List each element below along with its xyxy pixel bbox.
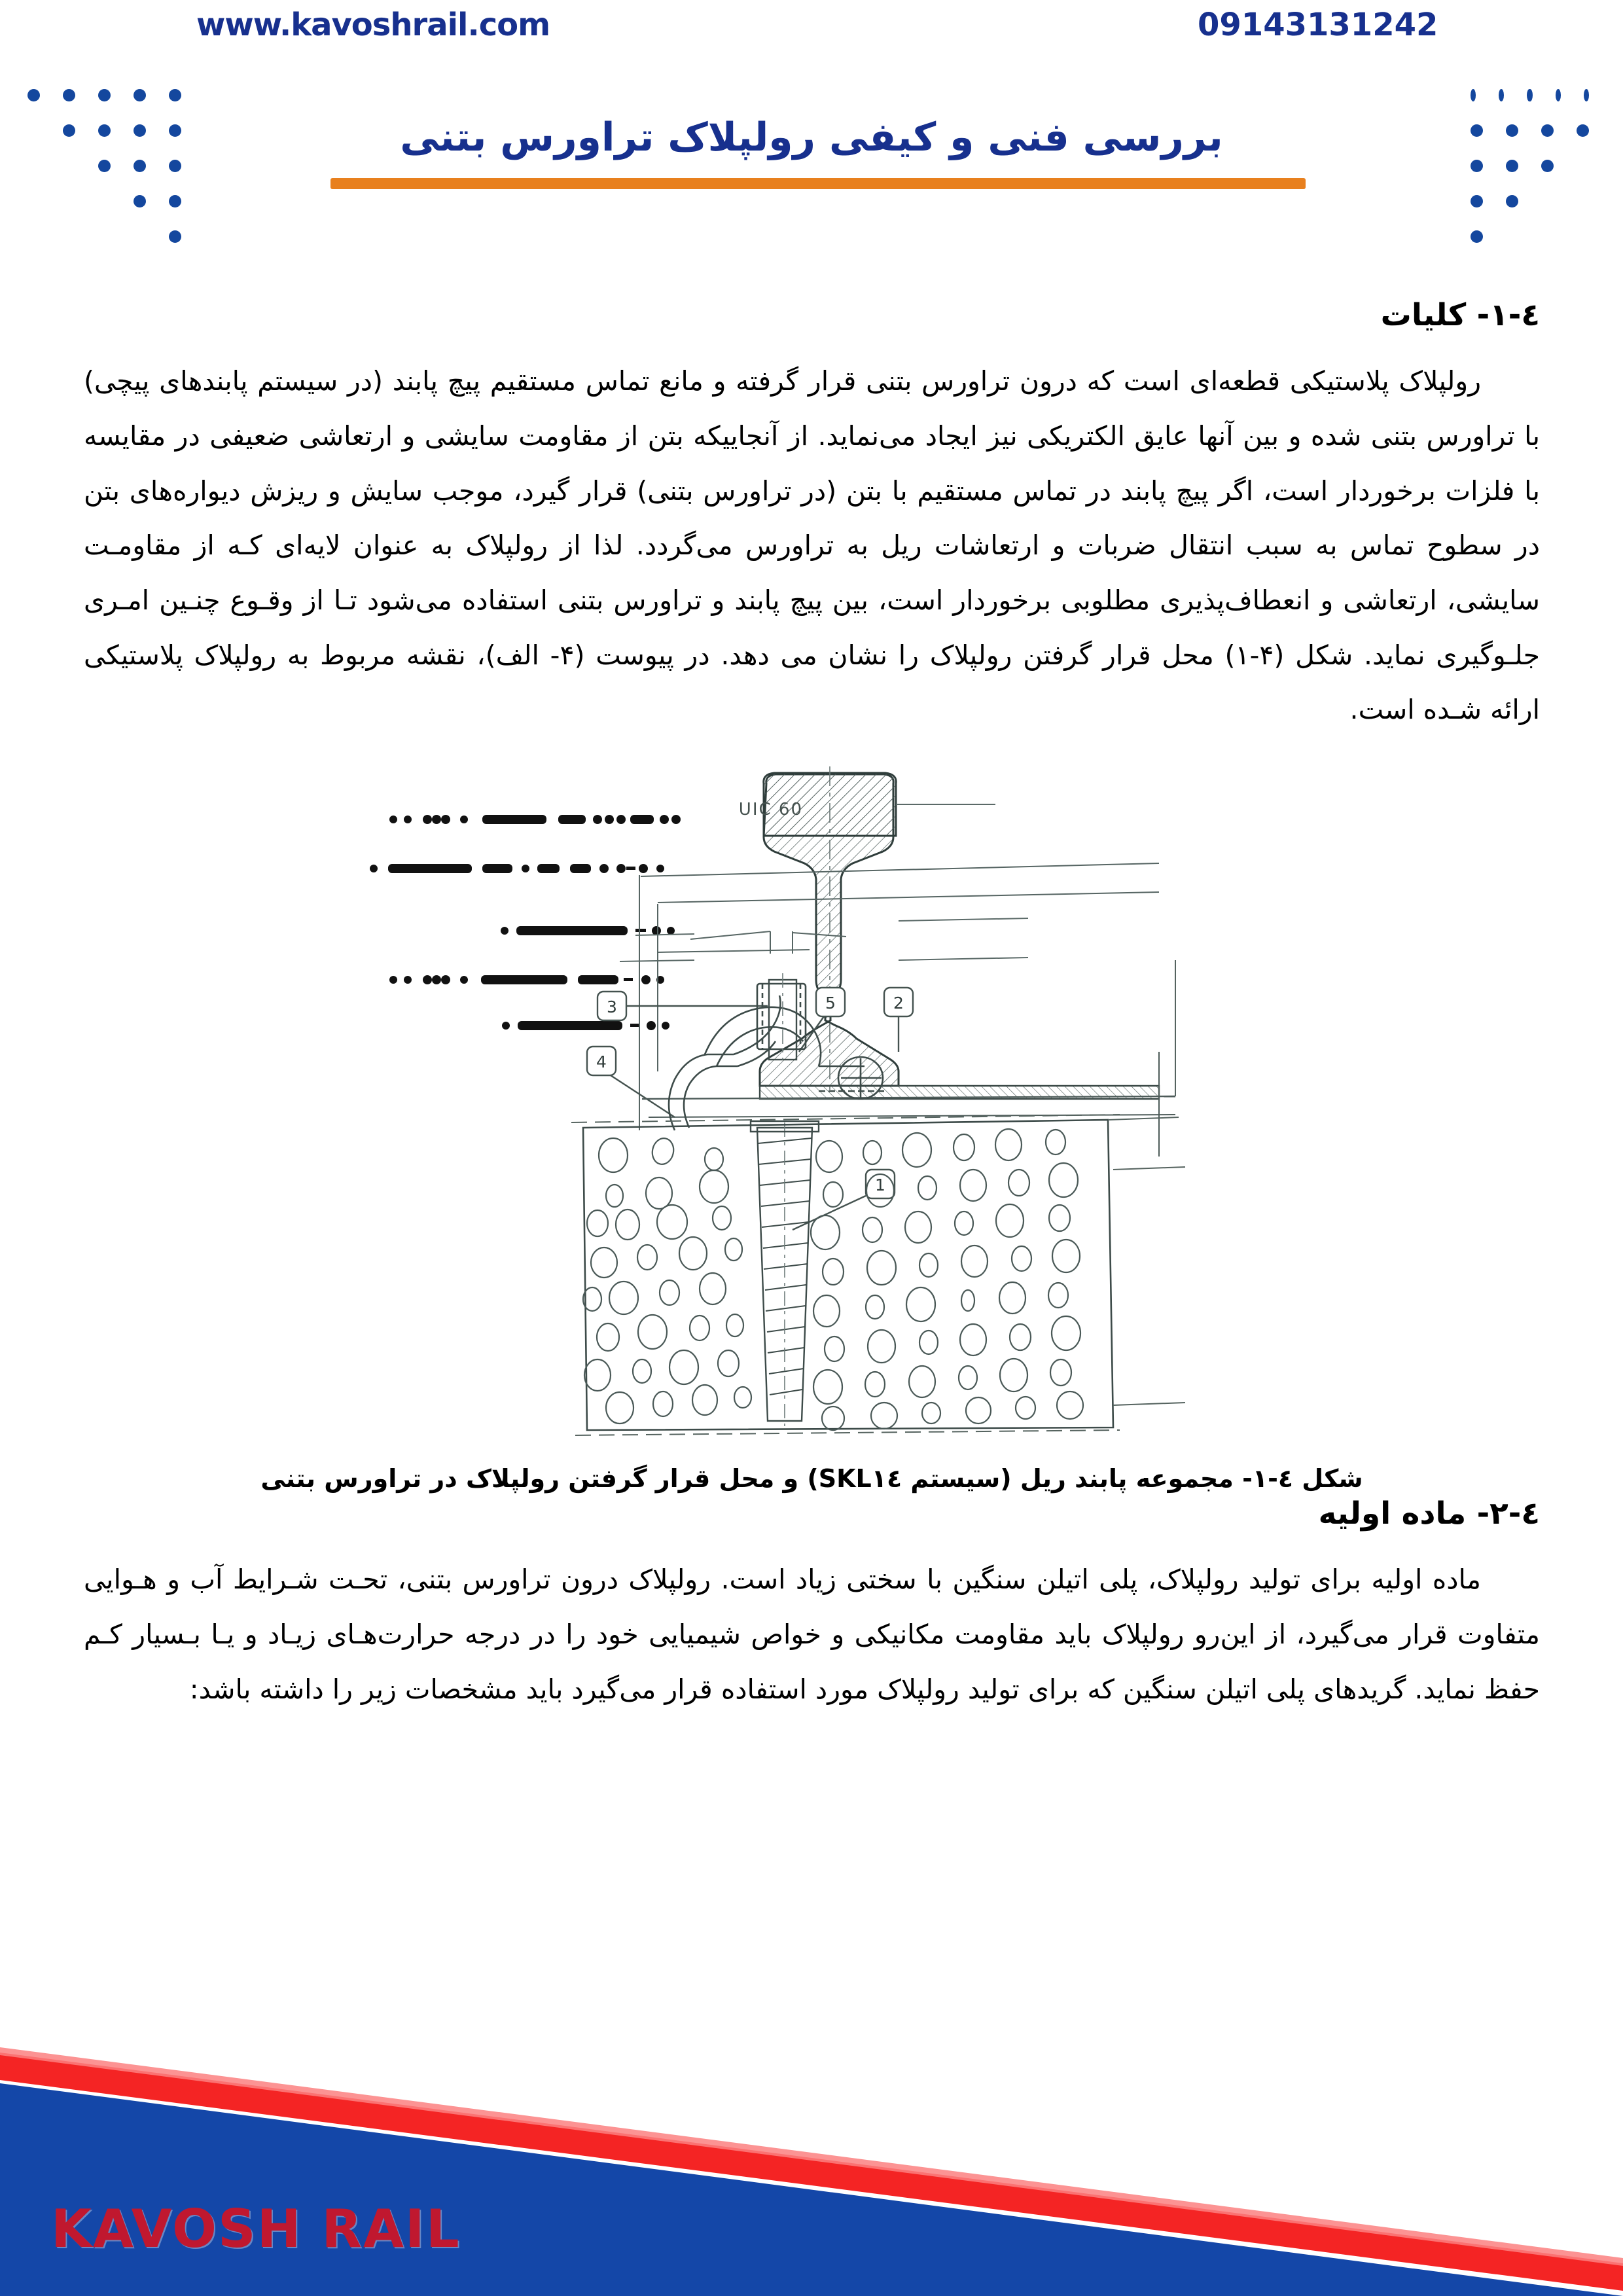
dot bbox=[169, 195, 181, 207]
dot bbox=[1584, 89, 1589, 101]
dot-row bbox=[1448, 183, 1589, 219]
figure-block bbox=[84, 764, 1540, 1493]
site-url-text: www.kavoshrail.com bbox=[196, 7, 550, 43]
svg-text:1: 1 bbox=[874, 1175, 885, 1194]
svg-text:4: 4 bbox=[596, 1052, 607, 1071]
dot bbox=[1471, 230, 1483, 243]
dot bbox=[98, 160, 111, 172]
dot bbox=[1506, 160, 1518, 172]
header-dots-right bbox=[1448, 77, 1589, 254]
document-title: بررسی فنی و کیفی رولپلاک تراورس بتنی bbox=[400, 115, 1223, 160]
svg-text:3: 3 bbox=[606, 997, 617, 1016]
dot bbox=[1471, 160, 1483, 172]
figure-caption: شکل ٤-١- مجموعه پابند ریل (سیستم SKL١٤) و محل قرار گرفتن رولپلاک در تراورس بتنی bbox=[260, 1463, 1363, 1493]
dot bbox=[134, 89, 146, 101]
dot-row bbox=[27, 77, 204, 113]
dot bbox=[134, 160, 146, 172]
page-footer bbox=[0, 2047, 1623, 2296]
dot-row bbox=[27, 183, 204, 219]
section-paragraph-1: رولپلاک پلاستیکی قطعه‌ای است که درون تراورس بتنی قرار گرفته و مانع تماس مستقیم پیچ پابند (در سیستم پابندهای پیچی) با تراورس بتنی شده و بین آنها عایق الکتریکی نیز ایجاد می‌نماید. از آنجاییکه بتن از مقاومت سایشی و ارتعاشی ضعیفی در مقایسه با فلزات برخوردار است، اگر پیچ پابند در تماس مستقیم با بتن (در تراورس بتنی) قرار گیرد، موجب سایش و ریزش دیواره‌های بتن در سطوح تماس به سبب انتقال ضربات و ارتعاشات ریل به تراورس می‌گردد. لذا از رولپلاک به عنوان لایه‌ای کـه از مقاومـت سایشی، ارتعاشی و انعطاف‌پذیری مطلوبی برخوردار است، بین پیچ پابند و تراورس بتنی استفاده می‌شود تـا از وقـوع چنـین امـری جلـوگیری نماید. شکل (۴-۱) محل قرار گرفتن رولپلاک را نشان می دهد. در پیوست (۴- الف)، نقشه مربوط به رولپلاک پلاستیکی ارائه شـده است. bbox=[84, 365, 1540, 726]
rail-foot-baseplate bbox=[642, 1052, 1175, 1157]
diagram-legend-illegible bbox=[370, 815, 681, 1030]
dot bbox=[1527, 89, 1532, 101]
dot bbox=[1499, 89, 1504, 101]
section-heading-1: ٤-١- کلیات bbox=[1380, 297, 1540, 333]
dot-row bbox=[1448, 77, 1589, 113]
dot bbox=[1471, 195, 1483, 207]
footer-brand-text: KAVOSH RAIL bbox=[51, 2198, 461, 2259]
dot-row bbox=[27, 219, 204, 254]
phone-number-text: 09143131242 bbox=[1198, 7, 1438, 43]
section-heading-2: ٤-٢- ماده اولیه bbox=[1318, 1495, 1540, 1532]
rail-type-label: UIC 60 bbox=[738, 799, 803, 819]
concrete-sleeper-body bbox=[571, 1115, 1120, 1435]
callout-2 bbox=[884, 988, 913, 1052]
dot bbox=[169, 160, 181, 172]
dot-row bbox=[1448, 219, 1589, 254]
dot bbox=[1506, 195, 1518, 207]
title-underline-rule bbox=[330, 178, 1306, 189]
header-dots-left bbox=[27, 77, 204, 254]
dot bbox=[63, 89, 75, 101]
svg-text:2: 2 bbox=[893, 993, 904, 1013]
callout-3 bbox=[597, 992, 768, 1020]
rail-fastening-diagram bbox=[367, 764, 1257, 1458]
document-body bbox=[84, 295, 1540, 1717]
dot bbox=[98, 89, 111, 101]
dot bbox=[169, 230, 181, 243]
dot bbox=[134, 195, 146, 207]
page-header bbox=[0, 0, 1623, 275]
dot bbox=[1556, 89, 1561, 101]
dot bbox=[169, 89, 181, 101]
callout-4 bbox=[587, 1047, 675, 1117]
dot bbox=[1541, 160, 1554, 172]
svg-text:5: 5 bbox=[825, 993, 836, 1013]
footer-blue-band bbox=[0, 2083, 1623, 2296]
dot bbox=[1471, 89, 1476, 101]
section-paragraph-2: ماده اولیه برای تولید رولپلاک، پلی اتیلن سنگین با سختی زیاد است. رولپلاک درون تراورس بتنی، تحـت شـرایط آب و هـوایی متفاوت قرار می‌گیرد، از این‌رو رولپلاک باید مقاومت مکانیکی و خواص شیمیایی خود را در درجه حرارت‌هـای زیـاد و یـا بـسیار کـم حفظ نماید. گریدهای پلی اتیلن سنگین که برای تولید رولپلاک مورد استفاده قرار می‌گیرد باید مشخصات زیر را داشته باشد: bbox=[84, 1564, 1540, 1705]
dot bbox=[27, 89, 40, 101]
